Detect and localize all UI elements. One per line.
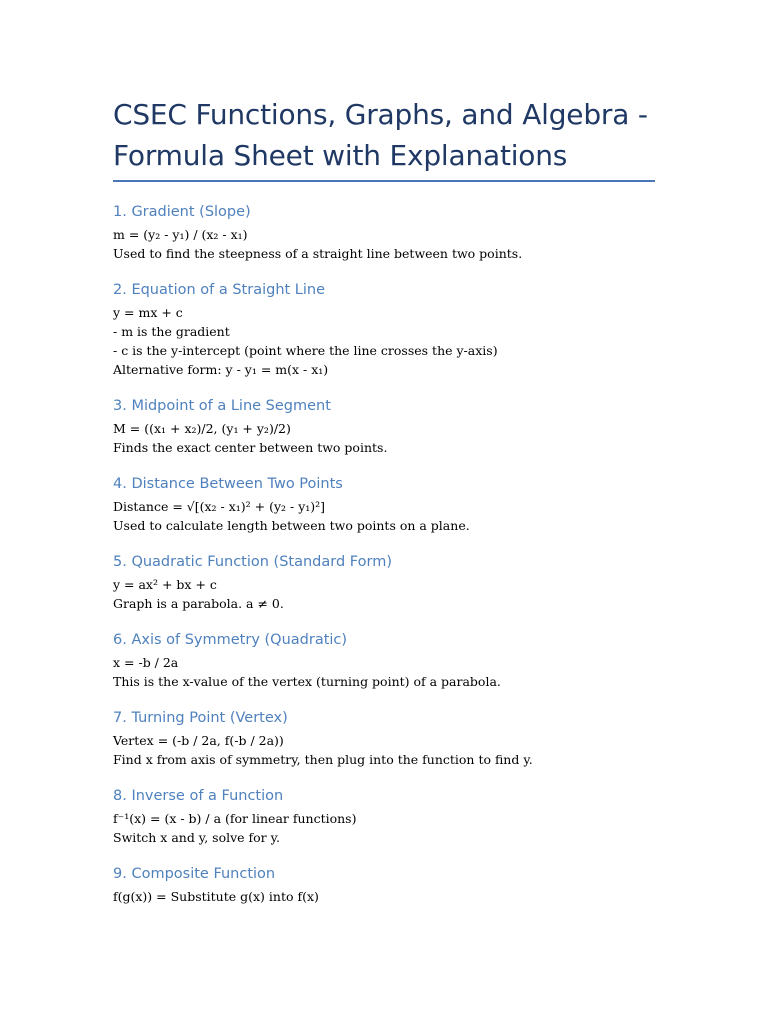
explanation-line: Switch x and y, solve for y.: [113, 830, 281, 845]
formula-line: y = mx + c: [113, 305, 183, 320]
page-title-line-1: CSEC Functions, Graphs, and Algebra -: [113, 98, 648, 131]
explanation-line: - c is the y-intercept (point where the line crosses the y-axis): [113, 343, 498, 358]
explanation-line: Used to find the steepness of a straight line between two points.: [113, 246, 523, 261]
section-gradient: [113, 201, 673, 263]
section-axis-of-symmetry: [113, 629, 673, 691]
formula-line: f⁻¹(x) = (x - b) / a (for linear functions): [113, 811, 357, 826]
section-heading: 3. Midpoint of a Line Segment: [113, 398, 331, 414]
page-title: [113, 94, 658, 176]
formula-line: Distance = √[(x₂ - x₁)² + (y₂ - y₁)²]: [113, 499, 326, 514]
explanation-line: Finds the exact center between two points.: [113, 440, 388, 455]
formula-line: x = -b / 2a: [113, 655, 179, 670]
title-underline-divider: [113, 180, 655, 182]
section-heading: 4. Distance Between Two Points: [113, 476, 343, 492]
explanation-line: - m is the gradient: [113, 324, 230, 339]
section-heading: 9. Composite Function: [113, 866, 276, 882]
title-block: [113, 94, 658, 176]
section-quadratic-function: [113, 551, 673, 613]
section-straight-line-equation: [113, 279, 673, 379]
formula-line: f(g(x)) = Substitute g(x) into f(x): [113, 889, 319, 904]
section-heading: 1. Gradient (Slope): [113, 204, 251, 220]
section-heading: 7. Turning Point (Vertex): [113, 710, 288, 726]
explanation-line: Used to calculate length between two points on a plane.: [113, 518, 470, 533]
section-distance: [113, 473, 673, 535]
explanation-line: Graph is a parabola. a ≠ 0.: [113, 596, 284, 611]
formula-line: m = (y₂ - y₁) / (x₂ - x₁): [113, 227, 248, 242]
formula-line: y = ax² + bx + c: [113, 577, 217, 592]
section-heading: 2. Equation of a Straight Line: [113, 282, 326, 298]
section-inverse-function: [113, 785, 673, 847]
explanation-line: This is the x-value of the vertex (turning point) of a parabola.: [113, 674, 501, 689]
formula-sections: [113, 201, 673, 922]
formula-line: Alternative form: y - y₁ = m(x - x₁): [113, 362, 329, 377]
page-title-line-2: Formula Sheet with Explanations: [113, 139, 568, 172]
formula-line: M = ((x₁ + x₂)/2, (y₁ + y₂)/2): [113, 421, 291, 436]
section-midpoint: [113, 395, 673, 457]
section-composite-function: [113, 863, 673, 906]
explanation-line: Find x from axis of symmetry, then plug into the function to find y.: [113, 752, 533, 767]
section-heading: 6. Axis of Symmetry (Quadratic): [113, 632, 348, 648]
section-heading: 8. Inverse of a Function: [113, 788, 284, 804]
section-turning-point: [113, 707, 673, 769]
formula-line: Vertex = (-b / 2a, f(-b / 2a)): [113, 733, 284, 748]
section-heading: 5. Quadratic Function (Standard Form): [113, 554, 392, 570]
